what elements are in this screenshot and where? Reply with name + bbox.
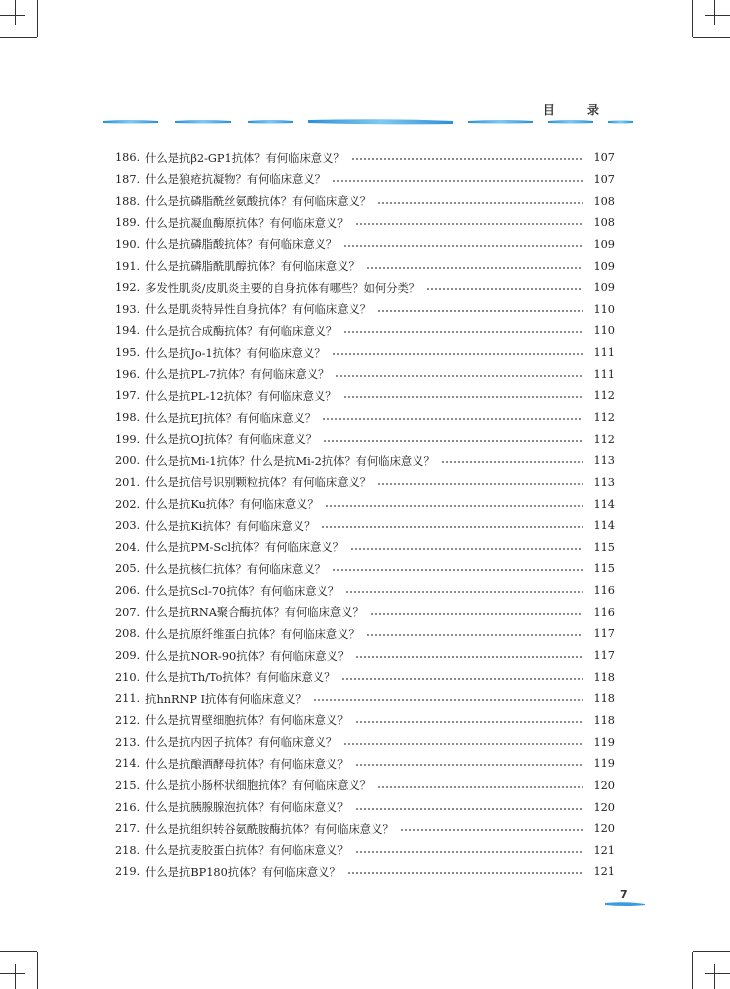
- leader-dots: [351, 158, 583, 160]
- toc-entry-title: 什么是抗信号识别颗粒抗体？有何临床意义？: [145, 476, 372, 490]
- toc-entry-page: 107: [593, 172, 615, 186]
- toc-entry-page: 117: [593, 627, 615, 641]
- toc-entry-title: 什么是狼疮抗凝物？有何临床意义？: [145, 173, 326, 187]
- leader-dots: [343, 331, 583, 333]
- toc-entry[interactable]: [115, 775, 615, 797]
- toc-entry-page: 114: [593, 497, 615, 511]
- toc-entry-number: 195.: [115, 346, 141, 360]
- leader-dots: [321, 526, 583, 528]
- toc-entry[interactable]: [115, 212, 615, 234]
- toc-entry-number: 192.: [115, 281, 141, 295]
- toc-entry-title: 什么是抗β2-GP1抗体？有何临床意义？: [145, 151, 345, 165]
- toc-entry[interactable]: [115, 493, 615, 515]
- toc-entry-title: 什么是抗酿酒酵母抗体？有何临床意义？: [145, 757, 349, 771]
- toc-entry-number: 206.: [115, 584, 141, 598]
- toc-entry-page: 115: [593, 540, 615, 554]
- toc-entry-number: 205.: [115, 562, 141, 576]
- leader-dots: [343, 245, 583, 247]
- toc-entry[interactable]: [115, 320, 615, 342]
- toc-entry-title: 什么是抗磷脂酰肌醇抗体？有何临床意义？: [145, 260, 360, 274]
- header-decorative-band: [103, 118, 633, 126]
- toc-entry-title: 什么是抗胃壁细胞抗体？有何临床意义？: [145, 714, 349, 728]
- leader-dots: [345, 591, 583, 593]
- toc-entry-title: 什么是抗PL-7抗体？有何临床意义？: [145, 368, 330, 382]
- leader-dots: [343, 396, 583, 398]
- toc-entry[interactable]: [115, 601, 615, 623]
- toc-entry-page: 118: [593, 670, 615, 684]
- toc-entry[interactable]: [115, 666, 615, 688]
- leader-dots: [377, 483, 583, 485]
- toc-entry-page: 107: [593, 151, 615, 165]
- toc-entry-title: 什么是抗OJ抗体？有何临床意义？: [145, 433, 318, 447]
- toc-entry-page: 118: [593, 692, 615, 706]
- toc-entry-page: 109: [593, 281, 615, 295]
- leader-dots: [347, 872, 583, 874]
- toc-entry-number: 201.: [115, 475, 141, 489]
- table-of-contents: [115, 147, 615, 883]
- leader-dots: [355, 808, 583, 810]
- leader-dots: [322, 418, 583, 420]
- toc-entry[interactable]: [115, 169, 615, 191]
- toc-entry-number: 219.: [115, 865, 141, 879]
- toc-entry[interactable]: [115, 363, 615, 385]
- toc-entry-title: 什么是抗EJ抗体？有何临床意义？: [145, 411, 317, 425]
- toc-entry-page: 113: [593, 454, 615, 468]
- toc-entry-number: 189.: [115, 216, 141, 230]
- toc-entry-page: 121: [593, 843, 615, 857]
- toc-entry-title: 什么是抗PM-Scl抗体？有何临床意义？: [145, 541, 344, 555]
- toc-entry[interactable]: [115, 580, 615, 602]
- toc-entry-title: 什么是抗麦胶蛋白抗体？有何临床意义？: [145, 844, 349, 858]
- toc-entry-number: 209.: [115, 649, 141, 663]
- leader-dots: [370, 613, 583, 615]
- toc-entry-title: 什么是抗核仁抗体？有何临床意义？: [145, 562, 326, 576]
- toc-entry-page: 119: [593, 735, 615, 749]
- toc-entry-number: 200.: [115, 454, 141, 468]
- leader-dots: [355, 851, 583, 853]
- toc-entry[interactable]: [115, 385, 615, 407]
- leader-dots: [325, 505, 583, 507]
- toc-entry-page: 112: [593, 411, 615, 424]
- toc-entry-title: 什么是抗RNA聚合酶抗体？有何临床意义？: [145, 606, 364, 620]
- leader-dots: [355, 721, 583, 723]
- toc-entry-number: 216.: [115, 800, 141, 814]
- toc-entry-title: 什么是抗内因子抗体？有何临床意义？: [145, 736, 338, 750]
- toc-entry-page: 111: [593, 346, 615, 360]
- leader-dots: [343, 743, 583, 745]
- toc-entry-title: 什么是抗NOR-90抗体？有何临床意义？: [145, 649, 350, 663]
- toc-entry-page: 120: [593, 800, 615, 814]
- toc-entry-page: 108: [593, 216, 615, 230]
- footer-decorative-band: [605, 901, 645, 907]
- leader-dots: [441, 461, 583, 463]
- toc-entry-title: 什么是抗PL-12抗体？有何临床意义？: [145, 389, 337, 403]
- toc-entry-title: 什么是抗Jo-1抗体？有何临床意义？: [145, 346, 326, 360]
- toc-entry[interactable]: [115, 796, 615, 818]
- toc-entry[interactable]: [115, 688, 615, 710]
- toc-entry[interactable]: [115, 190, 615, 212]
- toc-entry-title: 什么是抗磷脂酸抗体？有何临床意义？: [145, 238, 338, 252]
- toc-entry-number: 212.: [115, 713, 141, 727]
- toc-entry[interactable]: [115, 623, 615, 645]
- toc-entry-title: 什么是抗小肠杯状细胞抗体？有何临床意义？: [145, 779, 372, 793]
- toc-entry-number: 215.: [115, 778, 141, 792]
- toc-entry-page: 111: [593, 367, 615, 381]
- toc-entry-number: 217.: [115, 822, 141, 836]
- toc-entry-page: 109: [593, 237, 615, 251]
- toc-entry-page: 119: [593, 757, 615, 771]
- toc-entry[interactable]: [115, 450, 615, 472]
- toc-entry[interactable]: [115, 298, 615, 320]
- toc-entry[interactable]: [115, 472, 615, 494]
- toc-entry-number: 213.: [115, 735, 141, 749]
- toc-entry[interactable]: [115, 861, 615, 883]
- toc-entry-number: 208.: [115, 627, 141, 641]
- toc-entry-page: 120: [593, 822, 615, 836]
- leader-dots: [377, 786, 583, 788]
- leader-dots: [350, 548, 583, 550]
- toc-entry-number: 186.: [115, 151, 141, 165]
- toc-entry-number: 204.: [115, 540, 141, 554]
- toc-entry-title: 什么是抗Scl-70抗体？有何临床意义？: [145, 584, 340, 598]
- toc-entry-number: 211.: [115, 692, 141, 706]
- toc-entry[interactable]: [115, 147, 615, 169]
- toc-entry-number: 191.: [115, 259, 141, 273]
- toc-entry-title: 抗hnRNP Ⅰ抗体有何临床意义？: [145, 692, 307, 706]
- toc-entry-page: 112: [593, 432, 615, 446]
- toc-entry-number: 210.: [115, 670, 141, 684]
- toc-entry-number: 187.: [115, 172, 141, 186]
- leader-dots: [426, 288, 583, 290]
- toc-entry-number: 214.: [115, 757, 141, 771]
- leader-dots: [377, 310, 583, 312]
- leader-dots: [366, 267, 583, 269]
- toc-entry[interactable]: [115, 840, 615, 862]
- toc-entry[interactable]: [115, 255, 615, 277]
- toc-entry-page: 114: [593, 519, 615, 533]
- toc-entry[interactable]: [115, 407, 615, 429]
- toc-entry[interactable]: [115, 645, 615, 667]
- toc-entry-number: 196.: [115, 367, 141, 381]
- toc-entry-page: 115: [593, 562, 615, 576]
- toc-entry-number: 202.: [115, 497, 141, 511]
- toc-entry-number: 199.: [115, 432, 141, 446]
- toc-entry-page: 116: [593, 605, 615, 619]
- toc-entry[interactable]: [115, 342, 615, 364]
- toc-entry-page: 110: [593, 324, 615, 338]
- leader-dots: [332, 180, 583, 182]
- leader-dots: [323, 440, 583, 442]
- page-number: 7: [620, 888, 628, 901]
- toc-entry[interactable]: [115, 558, 615, 580]
- toc-entry-page: 121: [593, 865, 615, 879]
- toc-entry-number: 190.: [115, 237, 141, 251]
- leader-dots: [313, 699, 583, 701]
- toc-entry[interactable]: [115, 537, 615, 559]
- leader-dots: [366, 634, 583, 636]
- toc-entry-title: 什么是抗磷脂酰丝氨酸抗体？有何临床意义？: [145, 195, 372, 209]
- toc-entry-page: 108: [593, 194, 615, 208]
- toc-entry-page: 120: [593, 778, 615, 792]
- leader-dots: [332, 569, 583, 571]
- toc-entry-page: 116: [593, 584, 615, 598]
- toc-entry[interactable]: [115, 753, 615, 775]
- toc-entry-page: 110: [593, 302, 615, 316]
- toc-entry-page: 117: [593, 649, 615, 663]
- toc-entry[interactable]: [115, 818, 615, 840]
- toc-entry[interactable]: [115, 428, 615, 450]
- toc-entry-title: 什么是抗BP180抗体？有何临床意义？: [145, 865, 341, 879]
- leader-dots: [355, 764, 583, 766]
- leader-dots: [335, 375, 583, 377]
- toc-entry[interactable]: [115, 710, 615, 732]
- toc-entry-title: 什么是抗合成酶抗体？有何临床意义？: [145, 324, 338, 338]
- toc-entry-page: 112: [593, 389, 615, 403]
- toc-entry-title: 什么是抗组织转谷氨酰胺酶抗体？有何临床意义？: [145, 822, 394, 836]
- toc-entry-number: 197.: [115, 389, 141, 403]
- leader-dots: [400, 829, 583, 831]
- toc-entry-number: 203.: [115, 519, 141, 533]
- leader-dots: [355, 656, 583, 658]
- toc-entry[interactable]: [115, 731, 615, 753]
- toc-entry-number: 188.: [115, 194, 141, 208]
- toc-entry-page: 109: [593, 259, 615, 273]
- toc-entry-title: 什么是抗Mi-1抗体？什么是抗Mi-2抗体？有何临床意义？: [145, 454, 435, 468]
- toc-entry-page: 113: [593, 475, 615, 489]
- leader-dots: [341, 678, 583, 680]
- toc-entry-title: 什么是抗Ki抗体？有何临床意义？: [145, 519, 316, 533]
- toc-entry-title: 什么是肌炎特异性自身抗体？有何临床意义？: [145, 303, 372, 317]
- leader-dots: [332, 353, 583, 355]
- toc-entry-title: 什么是抗凝血酶原抗体？有何临床意义？: [145, 216, 349, 230]
- toc-entry-title: 什么是抗Th/To抗体？有何临床意义？: [145, 671, 336, 685]
- toc-entry-number: 194.: [115, 324, 141, 338]
- leader-dots: [377, 202, 583, 204]
- toc-entry[interactable]: [115, 277, 615, 299]
- toc-entry-title: 什么是抗Ku抗体？有何临床意义？: [145, 498, 319, 512]
- leader-dots: [355, 223, 583, 225]
- toc-entry-page: 118: [593, 713, 615, 727]
- toc-entry-title: 什么是抗胰腺腺泡抗体？有何临床意义？: [145, 801, 349, 815]
- toc-entry[interactable]: [115, 515, 615, 537]
- toc-entry-number: 218.: [115, 843, 141, 857]
- toc-entry-number: 207.: [115, 605, 141, 619]
- toc-entry-title: 多发性肌炎/皮肌炎主要的自身抗体有哪些？如何分类？: [145, 281, 421, 295]
- toc-entry-title: 什么是抗原纤维蛋白抗体？有何临床意义？: [145, 627, 360, 641]
- page-header-title: 目 录: [542, 103, 613, 117]
- toc-entry-number: 193.: [115, 302, 141, 316]
- toc-entry[interactable]: [115, 234, 615, 256]
- toc-entry-number: 198.: [115, 411, 141, 424]
